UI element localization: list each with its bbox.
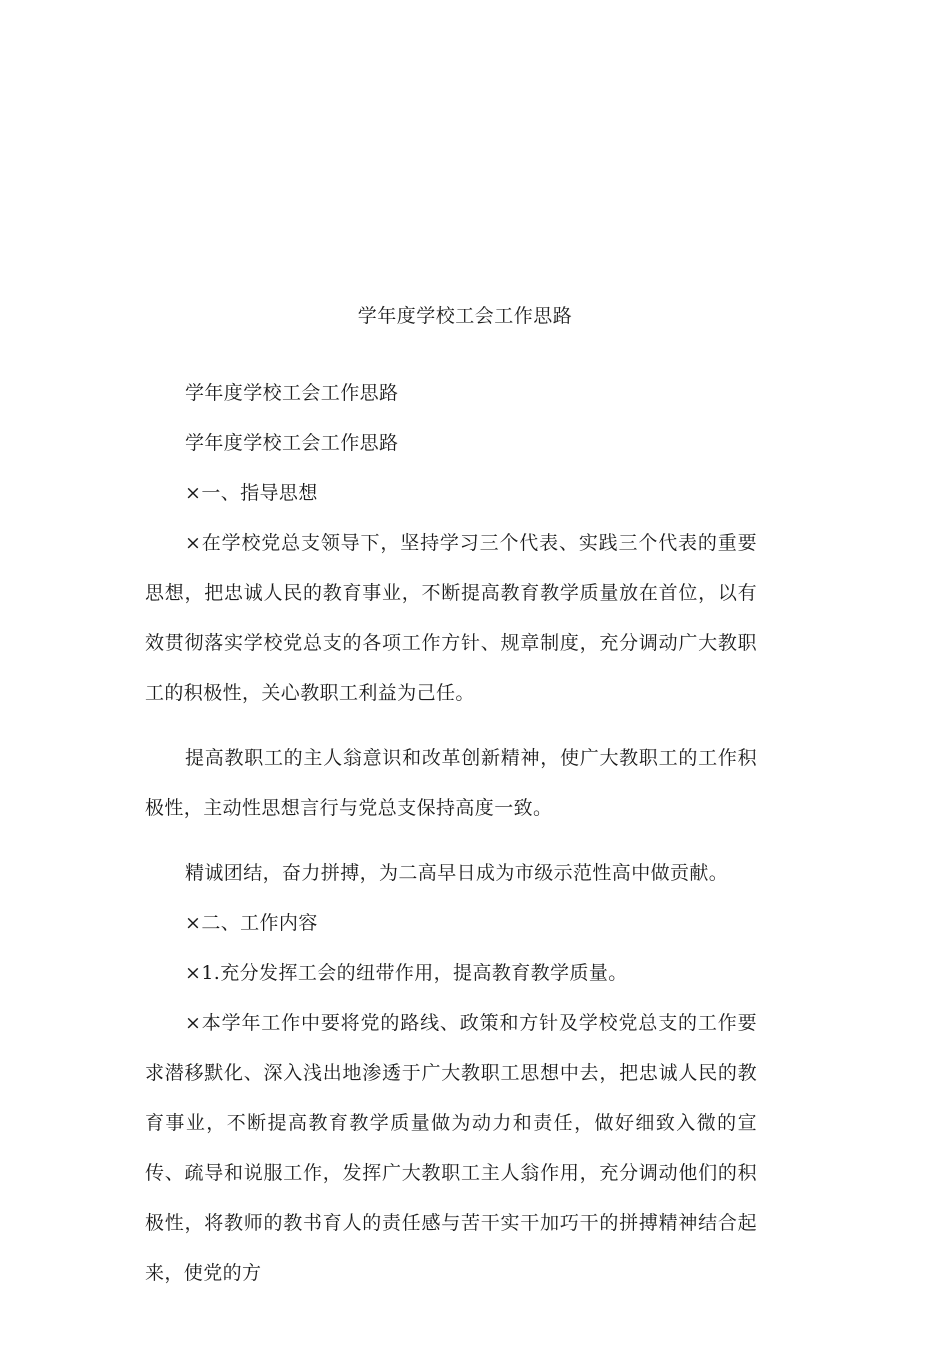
paragraph: ×在学校党总支领导下，坚持学习三个代表、实践三个代表的重要思想，把忠诚人民的教育事业，不断提高教育教学质量放在首位，以有效贯彻落实学校党总支的各项工作方针、规章制度，充分调动广大教职工的积极性，关心教职工利益为己任。 — [145, 532, 757, 704]
document-title: 学年度学校工会工作思路 — [357, 305, 573, 327]
paragraph: 精诚团结，奋力拼搏，为二高早日成为市级示范性高中做贡献。 — [185, 862, 729, 884]
paragraph: 提高教职工的主人翁意识和改革创新精神，使广大教职工的工作积极性，主动性思想言行与党总支保持高度一致。 — [145, 747, 757, 819]
document-body — [145, 368, 757, 1313]
paragraph: ×本学年工作中要将党的路线、政策和方针及学校党总支的工作要求潜移默化、深入浅出地渗透于广大教职工思想中去，把忠诚人民的教育事业，不断提高教育教学质量做为动力和责任，做好细致入微的宣传、疏导和说服工作，发挥广大教职工主人翁作用，充分调动他们的积极性，将教师的教书育人的责任感与苦干实干加巧干的拼搏精神结合起来，使党的方 — [145, 1012, 757, 1284]
section-heading: ×二、工作内容 — [185, 912, 318, 934]
paragraph: 学年度学校工会工作思路 — [185, 432, 399, 454]
paragraph: 学年度学校工会工作思路 — [185, 382, 399, 404]
paragraph: ×1.充分发挥工会的纽带作用，提高教育教学质量。 — [185, 962, 628, 984]
section-heading: ×一、指导思想 — [185, 482, 318, 504]
